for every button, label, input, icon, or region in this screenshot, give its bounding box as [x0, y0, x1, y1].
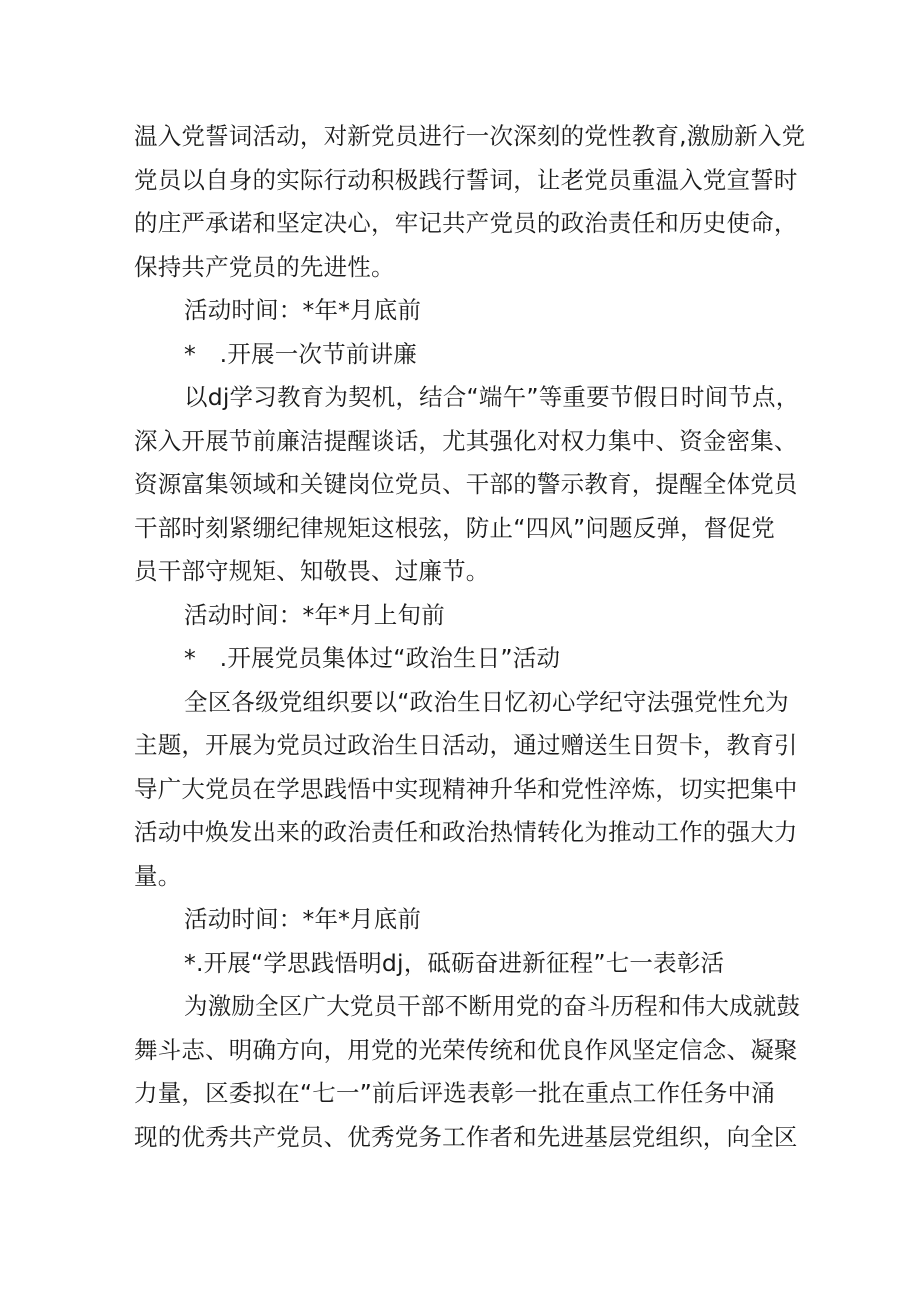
activity-time-line: 活动时间：*年*月上旬前	[184, 600, 445, 629]
document-body	[134, 115, 806, 1159]
activity-time-line: 活动时间：*年*月底前	[184, 296, 422, 324]
text-line: 现的优秀共产党员、优秀党务工作者和先进基层党组织，向全区	[134, 1122, 798, 1151]
text-line: 员干部守规矩、知敬畏、过廉节。	[134, 557, 490, 585]
text-line: 党员以自身的实际行动积极践行誓词，让老党员重温入党宣誓时	[134, 165, 798, 194]
text-line: 舞斗志、明确方向，用党的光荣传统和优良作风坚定信念、凝聚	[134, 1035, 798, 1064]
text-line: 量。	[134, 861, 182, 890]
text-line: 温入党誓词活动，对新党员进行一次深刻的党性教育,激励新入党	[134, 122, 806, 150]
text-line: 干部时刻紧绷纪律规矩这根弦，防止“四风”问题反弹，督促党	[134, 513, 775, 542]
activity-time-line: 活动时间：*年*月底前	[184, 905, 422, 933]
text-line: 导广大党员在学思践悟中实现精神升华和党性淬炼，切实把集中	[134, 774, 798, 803]
text-line: 深入开展节前廉洁提醒谈话，尤其强化对权力集中、资金密集、	[134, 426, 798, 455]
text-line: 资源富集领域和关键岗位党员、干部的警示教育，提醒全体党员	[134, 470, 798, 498]
section-heading: * .开展一次节前讲廉	[184, 339, 417, 368]
text-line: 的庄严承诺和坚定决心，牢记共产党员的政治责任和历史使命，	[134, 209, 798, 237]
paragraph-first-line: 以dj学习教育为契机，结合“端午”等重要节假日时间节点，	[184, 383, 800, 411]
section-heading: *.开展“学思践悟明dj，砥砺奋进新征程”七一表彰活	[184, 948, 725, 977]
section-heading: * .开展党员集体过“政治生日”活动	[184, 644, 561, 672]
text-line: 力量，区委拟在“七一”前后评选表彰一批在重点工作任务中涌	[134, 1079, 775, 1107]
paragraph-first-line: 为激励全区广大党员干部不断用党的奋斗历程和伟大成就鼓	[184, 992, 801, 1020]
text-line: 主题，开展为党员过政治生日活动，通过赠送生日贺卡，教育引	[134, 731, 798, 759]
text-line: 保持共产党员的先进性。	[134, 252, 395, 281]
text-line: 活动中焕发出来的政治责任和政治热情转化为推动工作的强大力	[134, 818, 798, 846]
paragraph-first-line: 全区各级党组织要以“政治生日忆初心学纪守法强党性允为	[184, 687, 789, 716]
